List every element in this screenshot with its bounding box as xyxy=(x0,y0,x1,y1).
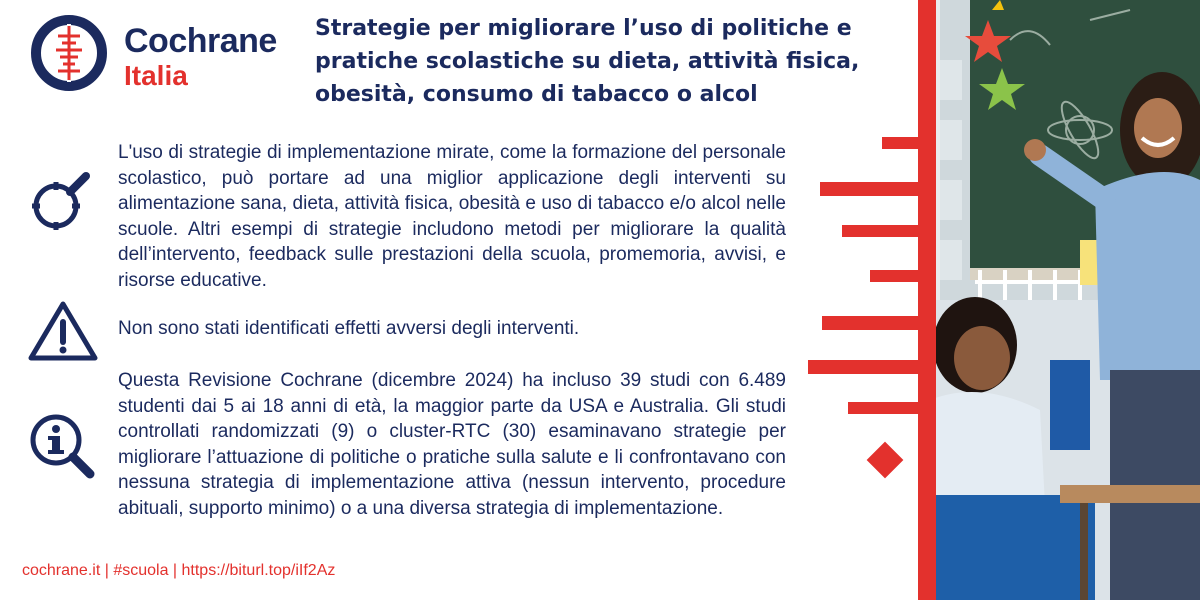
decorative-dash xyxy=(842,225,920,237)
info-search-icon xyxy=(28,412,96,480)
adverse-effects-text: Non sono stati identificati effetti avversi degli interventi. xyxy=(118,318,580,339)
brand-region: Italia xyxy=(124,60,188,91)
warning-icon xyxy=(28,300,98,362)
decorative-dash xyxy=(870,270,920,282)
decorative-dash xyxy=(808,360,920,374)
cochrane-logo-mark xyxy=(28,12,110,94)
decorative-dash xyxy=(882,137,920,149)
review-summary-text: Questa Revisione Cochrane (dicembre 2024) ha incluso 39 studi con 6.489 studenti dai 5 ai 18 anni di età, la maggior parte da USA e Australia. Gli studi controllati randomizzati (9) o cluster-RTC (30) esaminavano strategie per migliorare l’attuazione di politiche o pratiche sulla salute e li confrontavano con nessuna strategia di implementazione attiva (nessun intervento, procedure abituali, supporto minimo) o a una diversa strategia di implementazione. xyxy=(118,370,786,519)
decorative-red-bar xyxy=(918,0,936,600)
brand-name: Cochrane xyxy=(124,22,277,60)
target-icon xyxy=(30,172,92,234)
page-title: Strategie per migliorare l’uso di politiche e pratiche scolastiche su dieta, attività fisica, obesità, consumo di tabacco o alcol xyxy=(315,16,860,107)
footer-links[interactable]: cochrane.it | #scuola | https://biturl.top/iIf2Az xyxy=(22,562,336,579)
decorative-dash xyxy=(820,182,920,196)
implementation-strategies-text: L'uso di strategie di implementazione mirate, come la formazione del personale scolastico, può portare ad una miglior applicazione degli interventi su alimentazione sana, dieta, attività fisica, obesità e uso di tabacco e/o alcol nelle scuole. Altri esempi di strategie includono metodi per migliorare la qualità dell’intervento, feedback sulle prestazioni della scuola, promemoria, avvisi, e risorse educative. xyxy=(118,142,786,291)
classroom-photo xyxy=(930,0,1200,600)
decorative-dash xyxy=(848,402,920,414)
decorative-diamond xyxy=(867,442,904,479)
decorative-dash xyxy=(822,316,920,330)
cochrane-logo[interactable] xyxy=(28,12,288,94)
